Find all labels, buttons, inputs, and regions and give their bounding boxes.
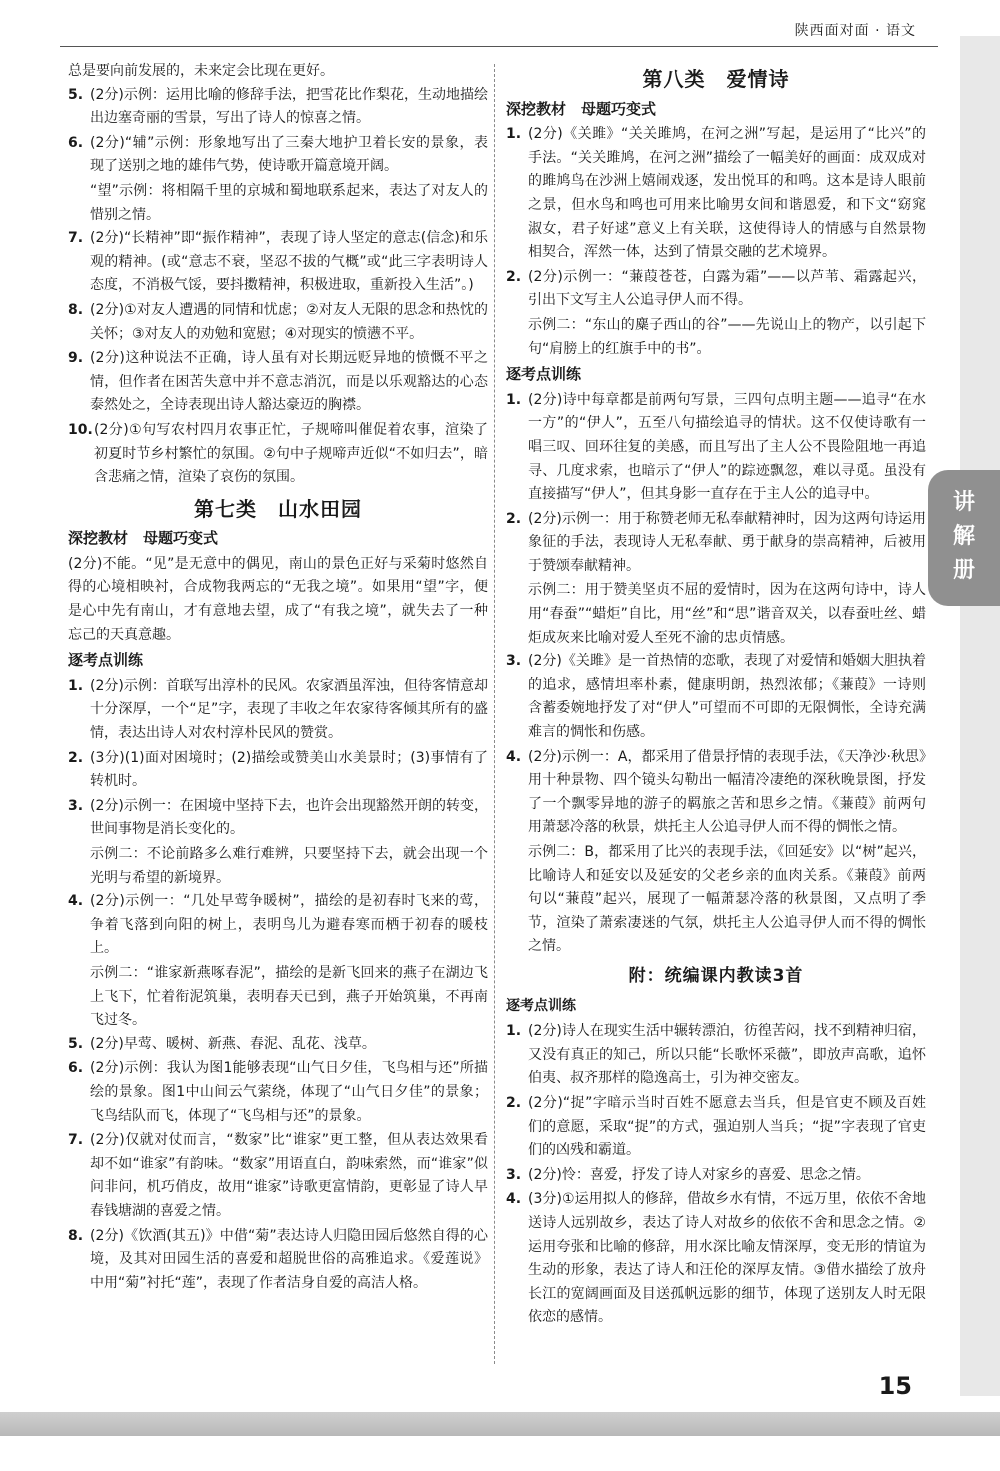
side-tab-char-2: 解 — [952, 524, 975, 549]
item-text: (2分)示例：首联写出淳朴的民风。农家酒虽浑浊，但待客情意却十分深厚，一个“足”字，表现了丰收之年农家待客倾其所有的盛情，表达出诗人对农村淳朴民风的赞赏。 — [90, 677, 488, 742]
item-text: (2分)《饮酒(其五)》中借“菊”表达诗人归隐田园后悠然自得的心境，及其对田园生活的喜爱和超脱世俗的高雅追求。《爱莲说》中用“菊”衬托“莲”，表现了作者洁身自爱的高洁人格。 — [90, 1227, 488, 1291]
side-tab-char-3: 册 — [952, 558, 975, 583]
item-number: 8. — [68, 301, 84, 318]
sub-title: 逐考点训练 — [506, 997, 576, 1014]
item-number: 3. — [68, 797, 84, 814]
header-title: 陕西面对面 · 语文 — [794, 23, 916, 39]
page-header — [60, 12, 938, 47]
item-extra: 示例二：不论前路多么难行难辨，只要坚持下去，就会出现一个光明与希望的新境界。 — [90, 846, 488, 886]
answer-item — [506, 1020, 926, 1091]
sub-title: 深挖教材 母题巧变式 — [68, 529, 219, 548]
item-number: 7. — [68, 1132, 84, 1149]
item-text: (2分)《关雎》“关关雎鸠，在河之洲”写起，是运用了“比兴”的手法。“关关雎鸠，在河之洲”描绘了一幅美好的画面：成双成对的雎鸠鸟在沙洲上嬉闹戏逐，发出悦耳的和鸣。这本是诗人眼前之景，但水鸟和鸣也可用来比喻男女间和谐恩爱，和下文“窈窕淑女，君子好逑”意义上有关联，这使得诗人的情感与自然景物相契合，浑然一体，达到了情景交融的艺术境界。 — [528, 126, 926, 261]
sub-title: 逐考点训练 — [506, 365, 582, 384]
item-number: 2. — [506, 268, 522, 285]
appendix-title: 附：统编课内教读3首 — [628, 965, 804, 986]
sub-title: 深挖教材 母题巧变式 — [506, 99, 657, 118]
item-number: 4. — [506, 1191, 522, 1208]
answer-item — [68, 227, 488, 298]
left-column — [68, 60, 488, 1296]
item-extra: 示例二：B，都采用了比兴的表现手法，《回延安》以“树”起兴，比喻诗人和延安以及延安的父老乡亲的血肉关系。《蒹葭》前两句以“蒹葭”起兴，展现了一幅萧瑟冷落的秋景图，又点明了季节，渲染了萧索凄迷的气氛，烘托主人公追寻伊人而不得的惆怅之情。 — [528, 844, 926, 955]
item-text: (2分)示例：运用比喻的修辞手法，把雪花比作梨花，生动地描绘出边塞奇丽的雪景，写出了诗人的惊喜之情。 — [90, 86, 488, 127]
section-title: 第七类 山水田园 — [194, 496, 362, 521]
item-text: (2分)示例一：用于称赞老师无私奉献精神时，因为这两句诗运用象征的手法，表现诗人无私奉献、勇于献身的崇高精神，后被用于赞颂奉献精神。 — [528, 510, 926, 574]
section-title: 第八类 爱情诗 — [642, 67, 790, 91]
answer-item — [68, 1033, 488, 1057]
footer-bar — [0, 1412, 1000, 1436]
item-number: 4. — [68, 893, 84, 910]
item-text: (2分)诗人在现实生活中辗转漂泊，彷徨苦闷，找不到精神归宿，又没有真正的知己，所以只能“长歌怀采薇”，即放声高歌，追怀伯夷、叔齐那样的隐逸高士，引为神交密友。 — [528, 1023, 926, 1087]
item-extra: 示例二：“东山的麋子西山的谷”——先说山上的物产，以引起下句“肩膀上的红旗手中的书”。 — [528, 316, 926, 357]
column-divider — [494, 64, 495, 1364]
answer-item — [68, 675, 488, 746]
section-paragraph: (2分)不能。“见”是无意中的偶见，南山的景色正好与采菊时悠然自得的心境相映衬，合成物我两忘的“无我之境”。如果用“望”字，便是心中先有南山，才有意地去望，成了“有我之境”，就失去了一种忘己的天真意趣。 — [68, 555, 488, 643]
item-text: (2分)这种说法不正确，诗人虽有对长期远贬异地的愤慨不平之情，但作者在困苦失意中并不意志消沉，而是以乐观豁达的心态泰然处之，全诗表现出诗人豁达豪迈的胸襟。 — [90, 350, 488, 414]
item-text: (2分)“辅”示例：形象地写出了三秦大地护卫着长安的景象，表现了送别之地的雄伟气势，使诗歌开篇意境开阔。 — [90, 134, 488, 175]
item-text: (2分)《关雎》是一首热情的恋歌，表现了对爱情和婚姻大胆执着的追求，感情坦率朴素，健康明朗，热烈浓郁；《蒹葭》一诗则含蓄委婉地抒发了对“伊人”可望而不可即的无限惆怅，全诗充满难言的惆怅和伤感。 — [528, 653, 926, 741]
answer-item — [68, 84, 488, 131]
item-number: 2. — [68, 749, 84, 766]
answer-item — [506, 650, 926, 744]
intro-text: 总是要向前发展的，未来定会比现在更好。 — [68, 63, 334, 79]
sub-title: 逐考点训练 — [68, 651, 144, 670]
answer-item — [506, 1188, 926, 1330]
answer-item — [68, 795, 488, 842]
item-number: 7. — [68, 230, 84, 247]
item-text: (2分)怜：喜爱，抒发了诗人对家乡的喜爱、思念之情。 — [528, 1166, 870, 1183]
answer-item — [68, 299, 488, 346]
side-tab-char-1: 讲 — [952, 490, 975, 515]
answer-item — [68, 890, 488, 961]
right-column — [506, 60, 926, 1331]
item-number: 10. — [68, 421, 93, 438]
answer-item — [68, 1129, 488, 1223]
answer-item — [506, 123, 926, 265]
item-extra: “望”示例：将相隔千里的京城和蜀地联系起来，表达了对友人的惜别之情。 — [90, 182, 488, 223]
side-tab-lecture-book[interactable] — [928, 470, 1000, 606]
item-extra: 示例二：用于赞美坚贞不屈的爱情时，因为在这两句诗中，诗人用“春蚕”“蜡炬”自比，用“丝”和“思”谐音双关，以春蚕吐丝、蜡炬成灰来比喻对爱人至死不渝的忠贞情感。 — [528, 582, 926, 646]
item-text: (2分)示例一：“蒹葭苍苍，白露为霜”——以芦苇、霜露起兴，引出下文写主人公追寻伊人而不得。 — [528, 268, 926, 309]
item-number: 1. — [506, 1023, 522, 1040]
answer-item — [68, 1057, 488, 1128]
item-text: (2分)示例：我认为图1能够表现“山气日夕佳，飞鸟相与还”所描绘的景象。图1中山间云气萦绕，体现了“山气日夕佳”的景象；飞鸟结队而飞，体现了“飞鸟相与还”的景象。 — [90, 1060, 488, 1124]
item-number: 4. — [506, 748, 522, 765]
item-text: (2分)诗中每章都是前两句写景，三四句点明主题——追寻“在水一方”的“伊人”，五至八句描绘追寻的情状。这不仅使诗歌有一唱三叹、回环往复的美感，而且写出了主人公不畏险阻地一再追寻、几度求索，也暗示了“伊人”的踪迹飘忽，难以寻觅。虽没有直接描写“伊人”，但其身影一直存在于主人公的追寻中。 — [528, 391, 926, 503]
answer-item — [506, 266, 926, 313]
item-text: (2分)示例一：“几处早莺争暖树”，描绘的是初春时飞来的莺，争着飞落到向阳的树上，表明鸟儿为避春寒而栖于初春的暖枝上。 — [90, 893, 488, 957]
item-text: (2分)示例一：A，都采用了借景抒情的表现手法，《天净沙·秋思》用十种景物、四个镜头勾勒出一幅清冷凄绝的深秋晚景图，抒发了一个飘零异地的游子的羁旅之苦和思乡之情。《蒹葭》前两句用萧瑟冷落的秋景，烘托主人公追寻伊人而不得的惆怅之情。 — [528, 748, 926, 836]
answer-item — [68, 347, 488, 418]
item-text: (2分)①句写农村四月农事正忙，子规啼叫催促着农事，渲染了初夏时节乡村繁忙的氛围。②句中子规啼声近似“不如归去”，暗含悲痛之情，渲染了哀伤的氛围。 — [94, 421, 488, 486]
item-number: 1. — [68, 677, 84, 694]
item-text: (2分)“长精神”即“振作精神”，表现了诗人坚定的意志(信念)和乐观的精神。(或“意志不衰，坚忍不拔的气概”或“此三字表明诗人态度，不消极气馁，要抖擞精神，积极进取，重新投入生活”。) — [90, 230, 488, 294]
item-text: (2分)仅就对仗而言，“数家”比“谁家”更工整，但从表达效果看却不如“谁家”有韵味。“数家”用语直白，韵味索然，而“谁家”似问非问，机巧俏皮，故用“谁家”诗歌更富情韵，更彰显了诗人早春钱塘湖的喜爱之情。 — [90, 1132, 488, 1219]
page-number: 15 — [878, 1372, 912, 1400]
item-text: (3分)①运用拟人的修辞，借故乡水有情，不远万里，依依不舍地送诗人远别故乡，表达了诗人对故乡的依依不舍和思念之情。②运用夸张和比喻的修辞，用水深比喻友情深厚，变无形的情谊为生动的形象，表达了诗人和汪伦的深厚友情。③借水描绘了放舟长江的宽阔画面及目送孤帆远影的细节，体现了送别友人时无限依恋的感情。 — [528, 1191, 926, 1326]
item-number: 1. — [506, 391, 522, 408]
answer-item — [68, 419, 488, 490]
item-number: 6. — [68, 1060, 84, 1077]
answer-item — [506, 389, 926, 507]
answer-item — [506, 1164, 926, 1188]
item-text: (3分)(1)面对困境时；(2)描绘或赞美山水美景时；(3)事情有了转机时。 — [90, 749, 488, 790]
item-extra: 示例二：“谁家新燕啄春泥”，描绘的是新飞回来的燕子在湖边飞上飞下，忙着衔泥筑巢，表明春天已到，燕子开始筑巢，不再南飞过冬。 — [90, 964, 488, 1029]
answer-item — [68, 747, 488, 794]
item-number: 1. — [506, 126, 522, 143]
item-text: (2分)“捉”字暗示当时百姓不愿意去当兵，但是官吏不顾及百姓们的意愿，采取“捉”的方式，强迫别人当兵；“捉”字表现了官吏们的凶残和霸道。 — [528, 1094, 926, 1159]
item-text: (2分)示例一：在困境中坚持下去，也许会出现豁然开朗的转变，世间事物是消长变化的。 — [90, 797, 488, 838]
item-number: 5. — [68, 1035, 84, 1052]
answer-item — [506, 746, 926, 840]
item-number: 2. — [506, 1094, 522, 1111]
answer-item — [506, 1092, 926, 1163]
item-number: 6. — [68, 134, 84, 151]
item-number: 2. — [506, 510, 522, 527]
answer-item — [68, 1225, 488, 1296]
item-number: 8. — [68, 1227, 84, 1244]
item-number: 3. — [506, 653, 522, 670]
answer-item — [506, 508, 926, 579]
item-number: 3. — [506, 1166, 522, 1183]
answer-item — [68, 132, 488, 179]
item-text: (2分)早莺、暖树、新燕、春泥、乱花、浅草。 — [90, 1035, 376, 1052]
item-text: (2分)①对友人遭遇的同情和忧虑；②对友人无限的思念和热忱的关怀；③对友人的劝勉和宽慰；④对现实的愤懑不平。 — [90, 301, 488, 342]
right-rail — [960, 36, 1000, 1396]
item-number: 5. — [68, 86, 84, 103]
item-number: 9. — [68, 350, 84, 367]
